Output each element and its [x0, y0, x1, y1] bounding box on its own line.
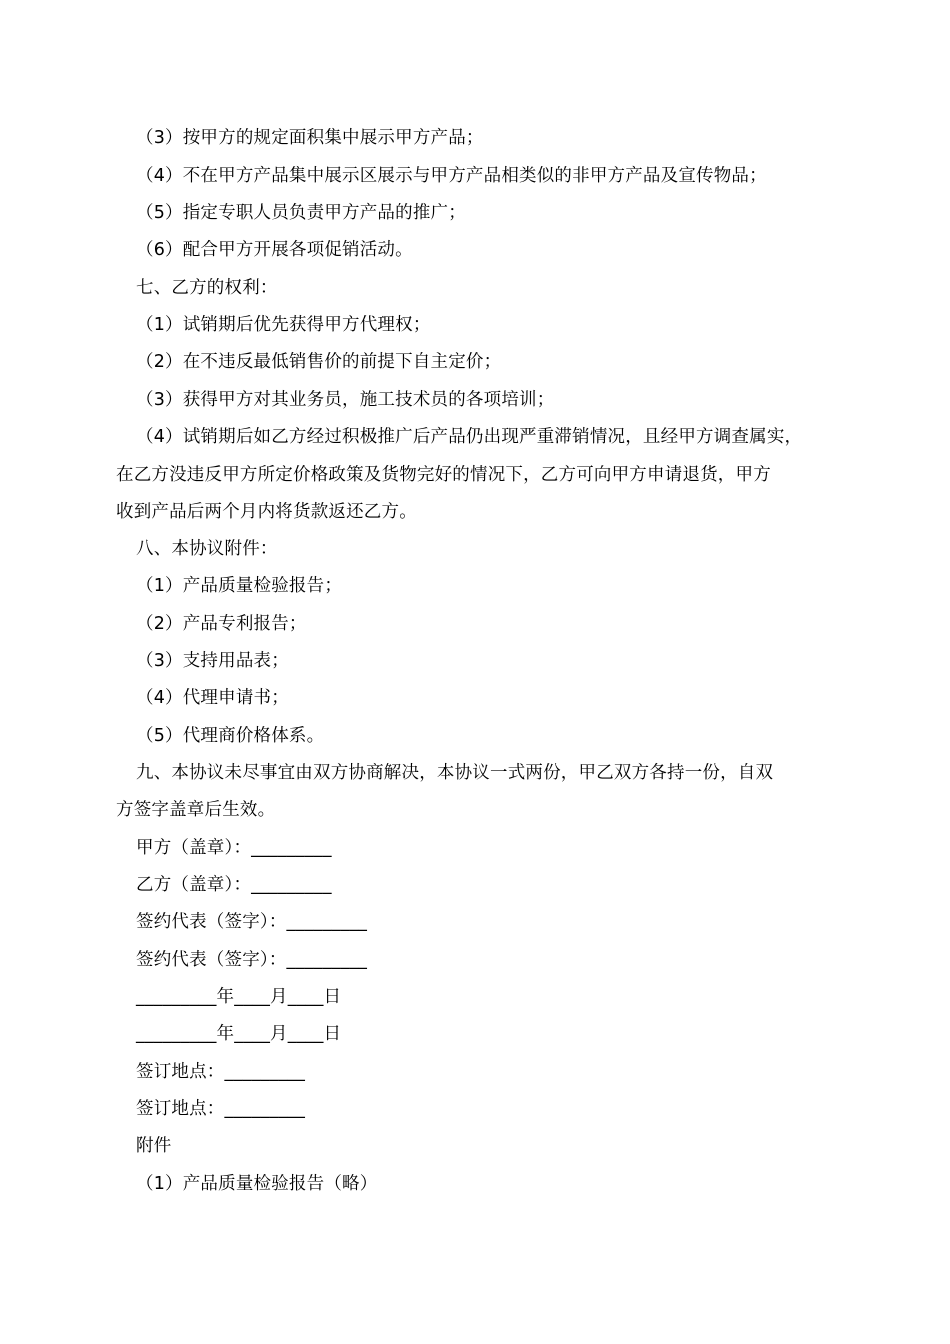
clause-6-item-3: （3）按甲方的规定面积集中展示甲方产品； — [136, 128, 484, 148]
clause-8-heading: 八、本协议附件： — [136, 539, 278, 559]
clause-7-heading: 七、乙方的权利： — [136, 278, 278, 298]
clause-9-line-1: 九、本协议未尽事宜由双方协商解决，本协议一式两份，甲乙双方各持一份，自双 — [136, 763, 774, 783]
clause-8-item-4: （4）代理申请书； — [136, 688, 289, 708]
signing-location-field-2: 签订地点：_________ — [136, 1099, 306, 1119]
clause-6-item-6: （6）配合甲方开展各项促销活动。 — [136, 240, 413, 260]
clause-6-item-4: （4）不在甲方产品集中展示区展示与甲方产品相类似的非甲方产品及宣传物品； — [136, 166, 767, 186]
clause-7-item-2: （2）在不违反最低销售价的前提下自主定价； — [136, 352, 502, 372]
attachments-heading: 附件 — [136, 1136, 172, 1156]
clause-7-item-4-line-3: 收到产品后两个月内将货款返还乙方。 — [116, 502, 417, 522]
attachment-item-1: （1）产品质量检验报告（略） — [136, 1174, 378, 1194]
clause-6-item-5: （5）指定专职人员负责甲方产品的推广； — [136, 203, 466, 223]
date-field-1: _________年____月____日 — [136, 987, 342, 1007]
clause-7-item-3: （3）获得甲方对其业务员，施工技术员的各项培训； — [136, 390, 555, 410]
clause-8-item-3: （3）支持用品表； — [136, 651, 289, 671]
clause-8-item-1: （1）产品质量检验报告； — [136, 576, 343, 596]
clause-9-line-2: 方签字盖章后生效。 — [116, 800, 276, 820]
signing-location-field-1: 签订地点：_________ — [136, 1062, 306, 1082]
date-field-2: _________年____月____日 — [136, 1024, 342, 1044]
clause-8-item-2: （2）产品专利报告； — [136, 614, 307, 634]
clause-7-item-4-line-1: （4）试销期后如乙方经过积极推广后产品仍出现严重滞销情况，且经甲方调查属实， — [136, 427, 803, 447]
clause-7-item-1: （1）试销期后优先获得甲方代理权； — [136, 315, 431, 335]
party-a-seal-field: 甲方（盖章）：_________ — [136, 838, 332, 858]
clause-8-item-5: （5）代理商价格体系。 — [136, 726, 325, 746]
representative-signature-field-2: 签约代表（签字）：_________ — [136, 950, 368, 970]
representative-signature-field-1: 签约代表（签字）：_________ — [136, 912, 368, 932]
clause-7-item-4-line-2: 在乙方没违反甲方所定价格政策及货物完好的情况下，乙方可向甲方申请退货，甲方 — [116, 465, 771, 485]
party-b-seal-field: 乙方（盖章）：_________ — [136, 875, 332, 895]
